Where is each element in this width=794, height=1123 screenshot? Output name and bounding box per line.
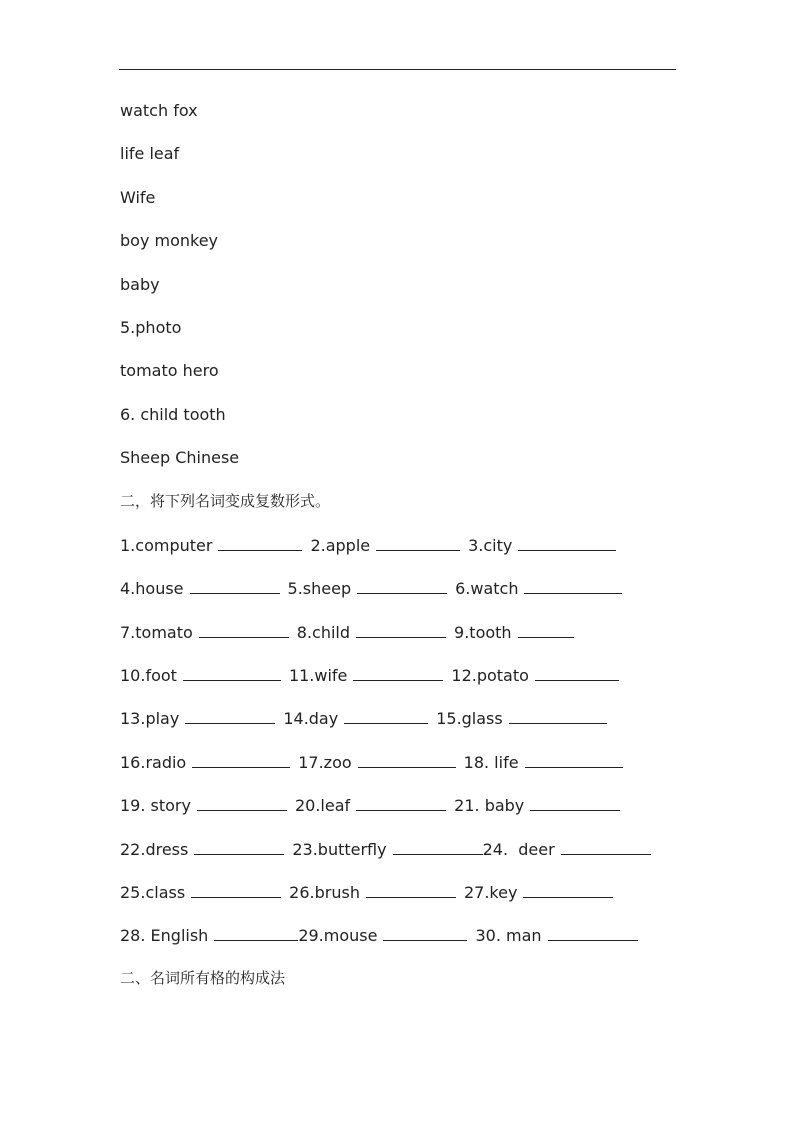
exercise-row: [120, 619, 676, 662]
document-body: [120, 98, 676, 1009]
word-line: Sheep Chinese: [120, 448, 240, 468]
exercise-item: [289, 662, 443, 688]
exercise-item: [297, 619, 446, 645]
answer-blank[interactable]: [548, 922, 638, 941]
answer-blank[interactable]: [353, 662, 443, 681]
exercise-item: [436, 705, 607, 731]
answer-blank[interactable]: [525, 749, 623, 768]
exercise-label: 29.mouse: [298, 926, 378, 946]
exercise-item: [120, 836, 284, 862]
exercise-item: [464, 879, 613, 905]
word-line: Wife: [120, 187, 156, 207]
exercise-label: 17.zoo: [298, 752, 352, 772]
exercise-label: 19. story: [120, 796, 191, 816]
exercise-item: [120, 619, 289, 645]
answer-blank[interactable]: [535, 662, 619, 681]
exercise-item: [468, 532, 616, 558]
answer-blank[interactable]: [199, 619, 289, 638]
exercise-row: [120, 705, 676, 748]
exercise-item: [283, 705, 428, 731]
header-rule: [119, 69, 676, 70]
exercise-item: [120, 879, 281, 905]
answer-blank[interactable]: [376, 532, 460, 551]
exercise-item: [120, 532, 302, 558]
exercise-label: 3.city: [468, 535, 513, 555]
answer-blank[interactable]: [356, 792, 446, 811]
answer-blank[interactable]: [214, 922, 298, 941]
exercise-row: [120, 922, 676, 965]
word-line: 5.photo: [120, 317, 182, 337]
exercise-label: 10.foot: [120, 666, 177, 686]
answer-blank[interactable]: [344, 705, 428, 724]
word-line: 6. child tooth: [120, 404, 226, 424]
section-heading-possessive: 二、名词所有格的构成法: [120, 968, 286, 987]
answer-blank[interactable]: [518, 532, 616, 551]
word-line: tomato hero: [120, 361, 219, 381]
exercise-label: 28. English: [120, 926, 209, 946]
answer-blank[interactable]: [358, 749, 456, 768]
exercise-row: [120, 792, 676, 835]
exercise-item: [451, 662, 619, 688]
exercise-row: [120, 662, 676, 705]
answer-blank[interactable]: [194, 836, 284, 855]
exercise-label: 21. baby: [454, 796, 525, 816]
exercise-item: [120, 705, 275, 731]
exercise-label: 9.tooth: [454, 622, 512, 642]
exercise-item: [454, 619, 574, 645]
exercise-item: [455, 575, 622, 601]
answer-blank[interactable]: [518, 619, 574, 638]
answer-blank[interactable]: [524, 575, 622, 594]
word-line: watch fox: [120, 101, 198, 120]
exercise-label: 20.leaf: [294, 796, 351, 816]
exercise-label: 18. life: [463, 752, 519, 772]
exercise-item: [298, 922, 467, 948]
exercise-label: 7.tomato: [120, 622, 193, 642]
exercise-label: 22.dress: [120, 839, 189, 859]
answer-blank[interactable]: [393, 836, 483, 855]
answer-blank[interactable]: [530, 792, 620, 811]
exercise-label: 5.sheep: [287, 579, 352, 599]
section-heading-plural: 二，将下列名词变成复数形式。: [120, 491, 331, 510]
exercise-item: [475, 922, 637, 948]
exercise-item: [120, 792, 287, 818]
exercise-item: [288, 575, 448, 601]
exercise-label: 12.potato: [451, 666, 529, 686]
exercise-label: 14.day: [283, 709, 339, 729]
answer-blank[interactable]: [185, 705, 275, 724]
answer-blank[interactable]: [383, 922, 467, 941]
exercise-label: 11.wife: [288, 666, 348, 686]
exercise-item: [295, 792, 446, 818]
answer-blank[interactable]: [366, 879, 456, 898]
exercise-item: [298, 749, 455, 775]
exercise-label: 4.house: [120, 579, 184, 599]
exercise-row: [120, 879, 676, 922]
exercise-row: [120, 836, 676, 879]
exercise-label: 30. man: [475, 926, 542, 946]
word-line: baby: [120, 274, 160, 294]
exercise-label: 8.child: [296, 622, 351, 642]
exercise-item: [292, 836, 482, 862]
exercise-item: [289, 879, 456, 905]
answer-blank[interactable]: [509, 705, 607, 724]
exercise-item: [120, 662, 281, 688]
word-line: boy monkey: [120, 231, 219, 251]
exercise-label: 25.class: [120, 883, 186, 903]
exercise-item: [120, 575, 280, 601]
exercise-row: [120, 749, 676, 792]
answer-blank[interactable]: [523, 879, 613, 898]
answer-blank[interactable]: [191, 879, 281, 898]
exercise-row: [120, 532, 676, 575]
exercise-label: 23.butterfly: [292, 839, 387, 859]
exercise-label: 27.key: [463, 883, 518, 903]
answer-blank[interactable]: [356, 619, 446, 638]
exercise-item: [483, 836, 651, 862]
answer-blank[interactable]: [561, 836, 651, 855]
exercise-item: [120, 922, 298, 948]
exercise-label: 26.brush: [289, 883, 360, 903]
exercise-label: 15.glass: [436, 709, 503, 729]
exercise-item: [120, 749, 290, 775]
answer-blank[interactable]: [218, 532, 302, 551]
answer-blank[interactable]: [183, 662, 281, 681]
exercise-label: 24. deer: [482, 839, 555, 859]
exercise-label: 1.computer: [120, 535, 213, 555]
exercise-label: 16.radio: [120, 752, 187, 772]
exercise-item: [310, 532, 460, 558]
answer-blank[interactable]: [192, 749, 290, 768]
word-line: life leaf: [120, 144, 180, 164]
exercise-label: 6.watch: [455, 579, 519, 599]
answer-blank[interactable]: [357, 575, 447, 594]
exercise-item: [454, 792, 620, 818]
exercise-label: 13.play: [120, 709, 180, 729]
answer-blank[interactable]: [197, 792, 287, 811]
exercise-row: [120, 575, 676, 618]
exercise-label: 2.apple: [310, 535, 371, 555]
exercise-item: [464, 749, 623, 775]
answer-blank[interactable]: [190, 575, 280, 594]
